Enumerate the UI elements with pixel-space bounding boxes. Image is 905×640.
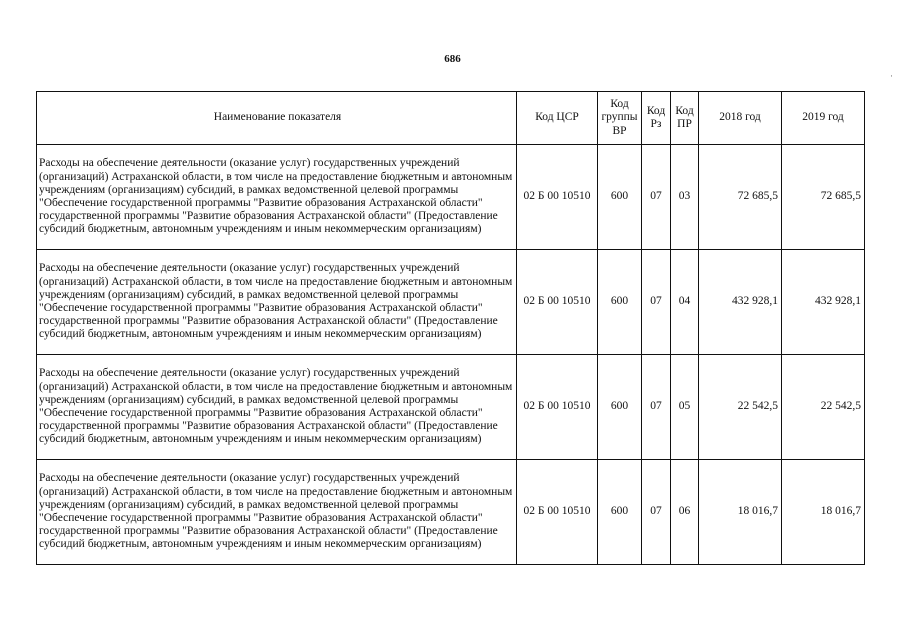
cell-pr: 06 [671,460,699,565]
header-rz: Код Рз [642,92,671,145]
cell-amount-2018: 22 542,5 [699,355,782,460]
cell-amount-2019: 72 685,5 [782,145,865,250]
cell-csr: 02 Б 00 10510 [517,460,598,565]
header-csr: Код ЦСР [517,92,598,145]
table-row [37,250,865,355]
table-row [37,145,865,250]
cell-pr: 03 [671,145,699,250]
cell-vr: 600 [598,355,642,460]
cell-amount-2018: 18 016,7 [699,460,782,565]
header-vr: Код группы ВР [598,92,642,145]
budget-table [36,91,865,565]
cell-rz: 07 [642,250,671,355]
cell-csr: 02 Б 00 10510 [517,145,598,250]
cell-pr: 04 [671,250,699,355]
cell-amount-2018: 432 928,1 [699,250,782,355]
cell-csr: 02 Б 00 10510 [517,355,598,460]
cell-pr: 05 [671,355,699,460]
cell-amount-2019: 432 928,1 [782,250,865,355]
cell-vr: 600 [598,145,642,250]
cell-rz: 07 [642,355,671,460]
cell-indicator-name: Расходы на обеспечение деятельности (оказание услуг) государственных учреждений (организаций) Астраханской области, в том числе на предоставление бюджетным и автономным учреждениям (организациям) субсидий, в рамках ведомственной целевой программы "Обеспечение государственной программы "Развитие образования Астраханской области" государственной программы "Развитие образования Астраханской области" (Предоставление субсидий бюджетным, автономным учреждениям и иным некоммерческим организациям) [37,145,517,250]
cell-vr: 600 [598,250,642,355]
cell-amount-2018: 72 685,5 [699,145,782,250]
cell-rz: 07 [642,145,671,250]
cell-amount-2019: 18 016,7 [782,460,865,565]
cell-vr: 600 [598,460,642,565]
page-number: 686 [444,53,461,65]
header-pr: Код ПР [671,92,699,145]
header-year-2019: 2019 год [782,92,865,145]
header-name: Наименование показателя [37,92,517,145]
header-year-2018: 2018 год [699,92,782,145]
cell-indicator-name: Расходы на обеспечение деятельности (оказание услуг) государственных учреждений (организаций) Астраханской области, в том числе на предоставление бюджетным и автономным учреждениям (организациям) субсидий, в рамках ведомственной целевой программы "Обеспечение государственной программы "Развитие образования Астраханской области" государственной программы "Развитие образования Астраханской области" (Предоставление субсидий бюджетным, автономным учреждениям и иным некоммерческим организациям) [37,355,517,460]
cell-csr: 02 Б 00 10510 [517,250,598,355]
table-header-row [37,92,865,145]
cell-indicator-name: Расходы на обеспечение деятельности (оказание услуг) государственных учреждений (организаций) Астраханской области, в том числе на предоставление бюджетным и автономным учреждениям (организациям) субсидий, в рамках ведомственной целевой программы "Обеспечение государственной программы "Развитие образования Астраханской области" государственной программы "Развитие образования Астраханской области" (Предоставление субсидий бюджетным, автономным учреждениям и иным некоммерческим организациям) [37,250,517,355]
cell-rz: 07 [642,460,671,565]
table-row [37,355,865,460]
cell-amount-2019: 22 542,5 [782,355,865,460]
margin-mark: · [890,71,893,81]
cell-indicator-name: Расходы на обеспечение деятельности (оказание услуг) государственных учреждений (организаций) Астраханской области, в том числе на предоставление бюджетным и автономным учреждениям (организациям) субсидий, в рамках ведомственной целевой программы "Обеспечение государственной программы "Развитие образования Астраханской области" государственной программы "Развитие образования Астраханской области" (Предоставление субсидий бюджетным, автономным учреждениям и иным некоммерческим организациям) [37,460,517,565]
table-row [37,460,865,565]
